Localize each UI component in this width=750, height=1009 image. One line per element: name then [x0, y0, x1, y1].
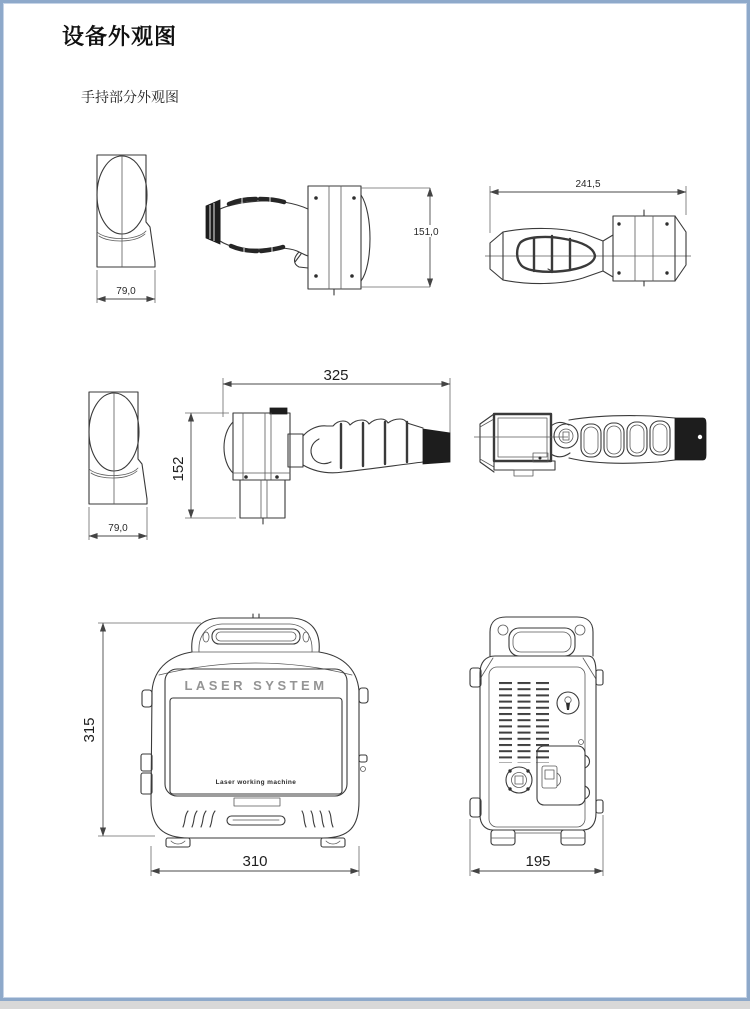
drawing-handheld-profile-view [170, 367, 450, 524]
dim-height-151: 151,0 [413, 227, 439, 238]
drawing-handheld-top-view [206, 186, 443, 295]
drawing-handheld-side-view [485, 179, 691, 286]
dim-width-79: 79,0 [116, 286, 136, 297]
drawing-handheld-front-view-2 [89, 392, 147, 540]
drawing-handheld-profile-right-view [474, 414, 706, 476]
dim-depth-195: 195 [525, 853, 551, 870]
drawing-handheld-front-view-1 [97, 155, 155, 303]
brand-label: LASER SYSTEM [184, 678, 328, 693]
drawing-canvas [3, 3, 750, 1004]
dim-width-310: 310 [242, 853, 268, 870]
section-subtitle: 手持部分外观图 [81, 89, 179, 105]
dim-height-152: 152 [170, 456, 187, 482]
model-label: Laser working machine [215, 779, 297, 786]
drawing-controller-front-view [81, 614, 368, 876]
dim-height-315: 315 [81, 717, 98, 743]
dim-width-79b: 79,0 [108, 523, 128, 534]
dim-length-325: 325 [323, 367, 349, 384]
dim-length-241: 241,5 [575, 179, 601, 190]
drawing-controller-side-view [470, 617, 603, 876]
page-title: 设备外观图 [62, 24, 178, 49]
